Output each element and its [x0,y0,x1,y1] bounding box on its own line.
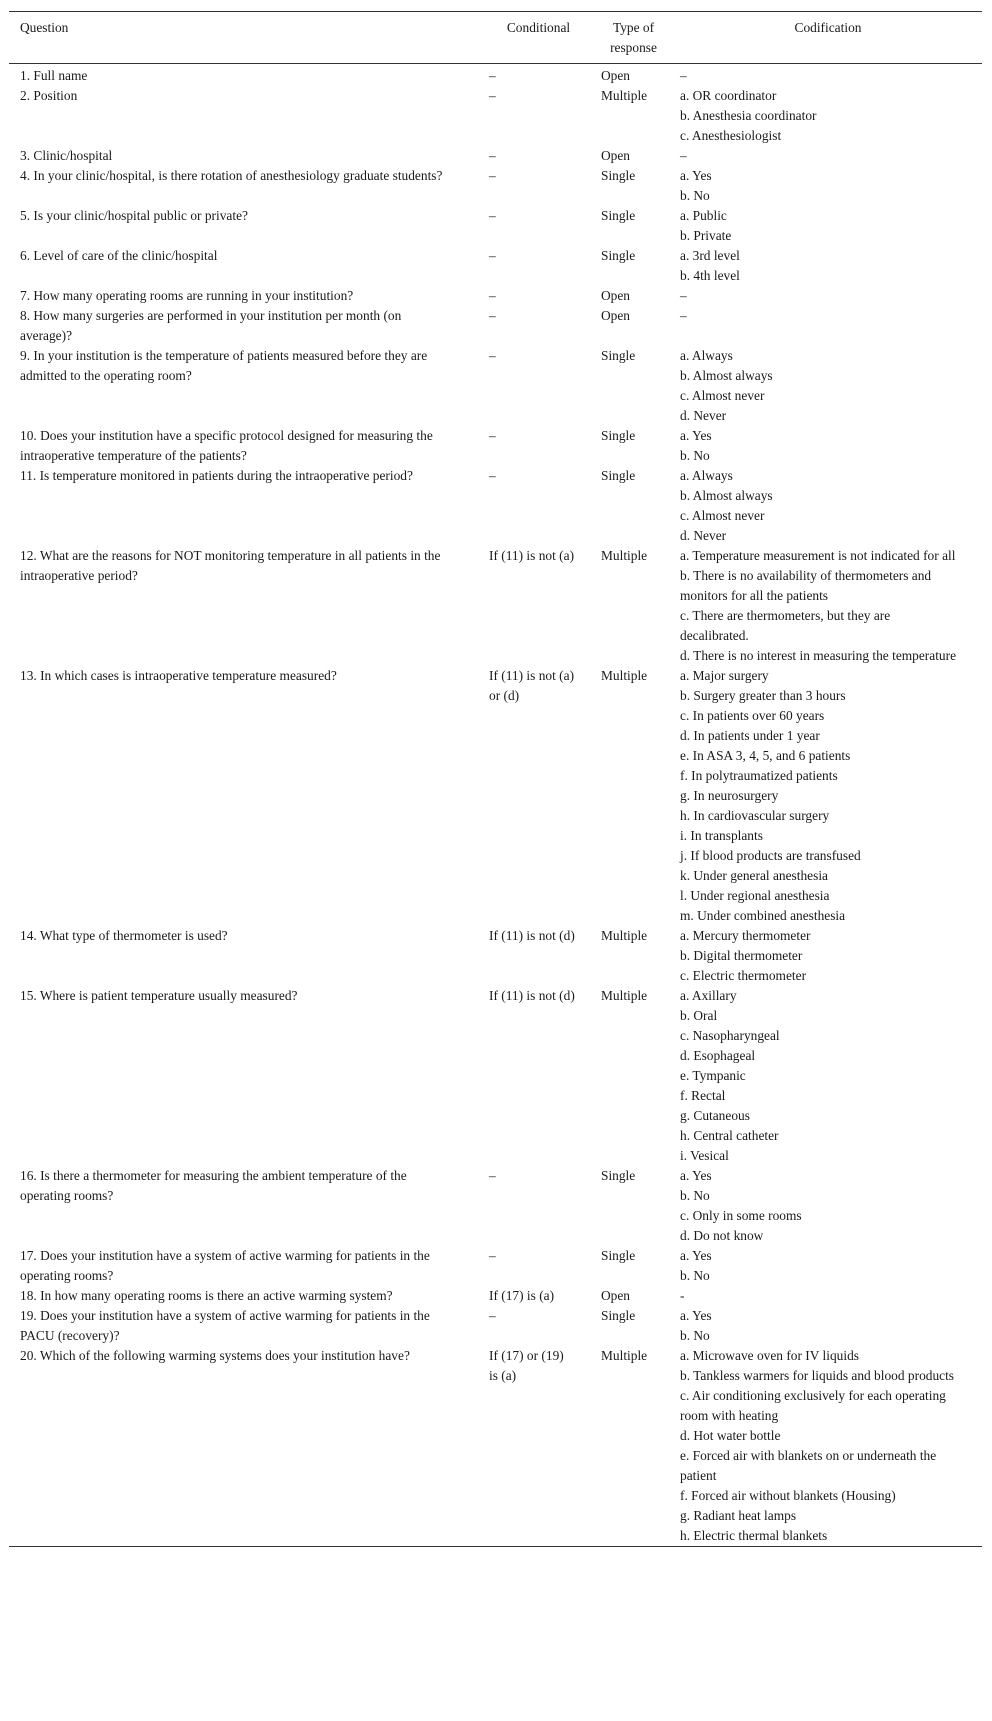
conditional-cell: – [489,208,496,223]
header-codification: Codification [794,20,862,35]
codification-option: d. Hot water bottle [680,1428,781,1443]
header-type-of-response: Type of response [610,20,657,55]
conditional-cell: – [489,348,496,363]
conditional-cell: – [489,88,496,103]
conditional-cell: – [489,168,496,183]
codification-option: - [680,1288,685,1303]
codification-option: g. Cutaneous [680,1108,750,1123]
header-row [9,12,982,64]
codification-option: b. Almost always [680,488,773,503]
conditional-cell: – [489,428,496,443]
question-cell: 15. Where is patient temperature usually measured? [20,988,298,1003]
codification-cell [674,286,982,306]
codification-option: h. In cardiovascular surgery [680,808,830,823]
codification-option: – [680,308,687,323]
codification-cell [674,306,982,346]
table-row [9,86,982,146]
question-cell: 3. Clinic/hospital [20,148,113,163]
question-cell: 9. In your institution is the temperature of patients measured before they are admitted to the operating room? [20,348,428,383]
response-type-cell: Single [601,1168,636,1183]
codification-option: b. Almost always [680,368,773,383]
question-cell: 10. Does your institution have a specific protocol designed for measuring the intraoperative temperature of the patients? [20,428,433,463]
table-row [9,1286,982,1306]
codification-option: b. Surgery greater than 3 hours [680,688,846,703]
codification-cell [674,1246,982,1286]
codification-option: a. Public [680,208,727,223]
codification-option: h. Central catheter [680,1128,779,1143]
codification-option: c. Almost never [680,388,765,403]
table-header [9,12,982,64]
codification-option: c. Anesthesiologist [680,128,782,143]
table-row [9,346,982,426]
codification-option: b. There is no availability of thermometers and monitors for all the patients [680,568,932,603]
codification-option: d. There is no interest in measuring the temperature [680,648,957,663]
conditional-cell: – [489,288,496,303]
codification-option: b. 4th level [680,268,740,283]
conditional-cell: – [489,248,496,263]
codification-cell [674,86,982,146]
codification-option: c. Only in some rooms [680,1208,802,1223]
codification-option: f. Forced air without blankets (Housing) [680,1488,896,1503]
conditional-cell: – [489,1248,496,1263]
codification-option: f. Rectal [680,1088,726,1103]
codification-option: a. Axillary [680,988,737,1003]
codification-option: c. Almost never [680,508,765,523]
question-cell: 11. Is temperature monitored in patients during the intraoperative period? [20,468,413,483]
response-type-cell: Open [601,1288,631,1303]
codification-option: a. Yes [680,428,712,443]
codification-option: c. There are thermometers, but they are decalibrated. [680,608,891,643]
header-conditional: Conditional [506,20,571,35]
codification-option: d. Do not know [680,1228,764,1243]
codification-option: b. No [680,1268,710,1283]
question-cell: 20. Which of the following warming systems does your institution have? [20,1348,410,1363]
conditional-cell: – [489,148,496,163]
table-row [9,1166,982,1246]
table-row [9,64,982,87]
codification-option: b. Anesthesia coordinator [680,108,817,123]
codification-option: c. In patients over 60 years [680,708,825,723]
question-cell: 8. How many surgeries are performed in your institution per month (on average)? [20,308,402,343]
table-row [9,426,982,466]
codification-option: – [680,148,687,163]
codification-option: m. Under combined anesthesia [680,908,846,923]
question-cell: 12. What are the reasons for NOT monitoring temperature in all patients in the intraoperative period? [20,548,441,583]
question-cell: 17. Does your institution have a system of active warming for patients in the operating rooms? [20,1248,430,1283]
conditional-cell: – [489,1168,496,1183]
codification-option: a. Mercury thermometer [680,928,811,943]
conditional-cell: – [489,1308,496,1323]
table-row [9,986,982,1166]
codification-option: a. 3rd level [680,248,740,263]
codification-option: c. Nasopharyngeal [680,1028,780,1043]
response-type-cell: Multiple [601,988,648,1003]
codification-option: e. Tympanic [680,1068,746,1083]
table-body [9,64,982,1547]
codification-option: a. Temperature measurement is not indicated for all [680,548,956,563]
response-type-cell: Single [601,208,636,223]
response-type-cell: Single [601,1248,636,1263]
codification-option: a. Always [680,348,733,363]
response-type-cell: Open [601,288,631,303]
question-cell: 7. How many operating rooms are running in your institution? [20,288,354,303]
codification-cell [674,1166,982,1246]
codification-cell [674,146,982,166]
codification-option: g. Radiant heat lamps [680,1508,797,1523]
table-row [9,1246,982,1286]
question-cell: 14. What type of thermometer is used? [20,928,228,943]
question-cell: 4. In your clinic/hospital, is there rotation of anesthesiology graduate students? [20,168,443,183]
codification-cell [674,666,982,926]
response-type-cell: Single [601,1308,636,1323]
question-cell: 13. In which cases is intraoperative temperature measured? [20,668,337,683]
codification-option: a. Always [680,468,733,483]
codification-option: i. Vesical [680,1148,729,1163]
codification-option: a. Major surgery [680,668,769,683]
codification-option: a. Yes [680,1168,712,1183]
codification-cell [674,206,982,246]
codification-cell [674,986,982,1166]
conditional-cell: If (17) or (19) is (a) [489,1348,564,1383]
codification-option: d. Esophageal [680,1048,756,1063]
codification-cell [674,64,982,87]
table-row [9,466,982,546]
response-type-cell: Multiple [601,548,648,563]
conditional-cell: If (11) is not (d) [489,988,575,1003]
response-type-cell: Single [601,428,636,443]
codification-option: a. Microwave oven for IV liquids [680,1348,859,1363]
response-type-cell: Single [601,248,636,263]
response-type-cell: Single [601,168,636,183]
codification-cell [674,546,982,666]
codification-option: b. Private [680,228,732,243]
conditional-cell: If (17) is (a) [489,1288,555,1303]
codification-cell [674,166,982,206]
table-row [9,246,982,286]
conditional-cell: If (11) is not (a) [489,548,575,563]
codification-option: l. Under regional anesthesia [680,888,830,903]
response-type-cell: Open [601,308,631,323]
table-row [9,926,982,986]
codification-option: b. No [680,448,710,463]
conditional-cell: – [489,468,496,483]
question-cell: 18. In how many operating rooms is there an active warming system? [20,1288,393,1303]
table-row [9,666,982,926]
response-type-cell: Multiple [601,928,648,943]
codification-cell [674,1306,982,1346]
codification-option: a. Yes [680,1308,712,1323]
codification-cell [674,926,982,986]
codification-option: f. In polytraumatized patients [680,768,838,783]
response-type-cell: Multiple [601,88,648,103]
table-row [9,546,982,666]
codification-option: d. Never [680,528,727,543]
codification-cell [674,1286,982,1306]
codification-option: a. Yes [680,1248,712,1263]
question-cell: 19. Does your institution have a system of active warming for patients in the PACU (recovery)? [20,1308,430,1343]
codification-option: b. Oral [680,1008,718,1023]
response-type-cell: Multiple [601,1348,648,1363]
codification-option: d. Never [680,408,727,423]
response-type-cell: Open [601,68,631,83]
codification-cell [674,466,982,546]
codification-option: e. In ASA 3, 4, 5, and 6 patients [680,748,851,763]
codification-option: b. Tankless warmers for liquids and blood products [680,1368,955,1383]
codification-option: a. OR coordinator [680,88,777,103]
question-cell: 16. Is there a thermometer for measuring the ambient temperature of the operating rooms? [20,1168,407,1203]
codification-cell [674,346,982,426]
codification-option: b. No [680,1328,710,1343]
codification-cell [674,246,982,286]
response-type-cell: Single [601,348,636,363]
response-type-cell: Single [601,468,636,483]
codification-option: c. Electric thermometer [680,968,807,983]
codification-option: k. Under general anesthesia [680,868,828,883]
codification-option: b. Digital thermometer [680,948,803,963]
codification-option: d. In patients under 1 year [680,728,820,743]
codification-option: h. Electric thermal blankets [680,1528,828,1543]
conditional-cell: – [489,308,496,323]
codification-cell [674,1346,982,1547]
table-row [9,1306,982,1346]
table-row [9,166,982,206]
question-cell: 5. Is your clinic/hospital public or private? [20,208,248,223]
table-row [9,1346,982,1547]
conditional-cell: If (11) is not (a) or (d) [489,668,575,703]
table-row [9,146,982,166]
table-row [9,206,982,246]
header-question: Question [20,20,69,35]
codification-option: a. Yes [680,168,712,183]
conditional-cell: – [489,68,496,83]
question-cell: 1. Full name [20,68,88,83]
question-cell: 2. Position [20,88,78,103]
codification-option: – [680,68,687,83]
response-type-cell: Multiple [601,668,648,683]
codification-option: – [680,288,687,303]
codification-option: i. In transplants [680,828,763,843]
codification-option: e. Forced air with blankets on or underneath the patient [680,1448,937,1483]
table-row [9,286,982,306]
survey-table [9,11,982,1547]
question-cell: 6. Level of care of the clinic/hospital [20,248,218,263]
table-row [9,306,982,346]
codification-option: b. No [680,1188,710,1203]
codification-option: g. In neurosurgery [680,788,779,803]
codification-option: c. Air conditioning exclusively for each operating room with heating [680,1388,946,1423]
conditional-cell: If (11) is not (d) [489,928,575,943]
response-type-cell: Open [601,148,631,163]
codification-cell [674,426,982,466]
codification-option: j. If blood products are transfused [680,848,861,863]
codification-option: b. No [680,188,710,203]
